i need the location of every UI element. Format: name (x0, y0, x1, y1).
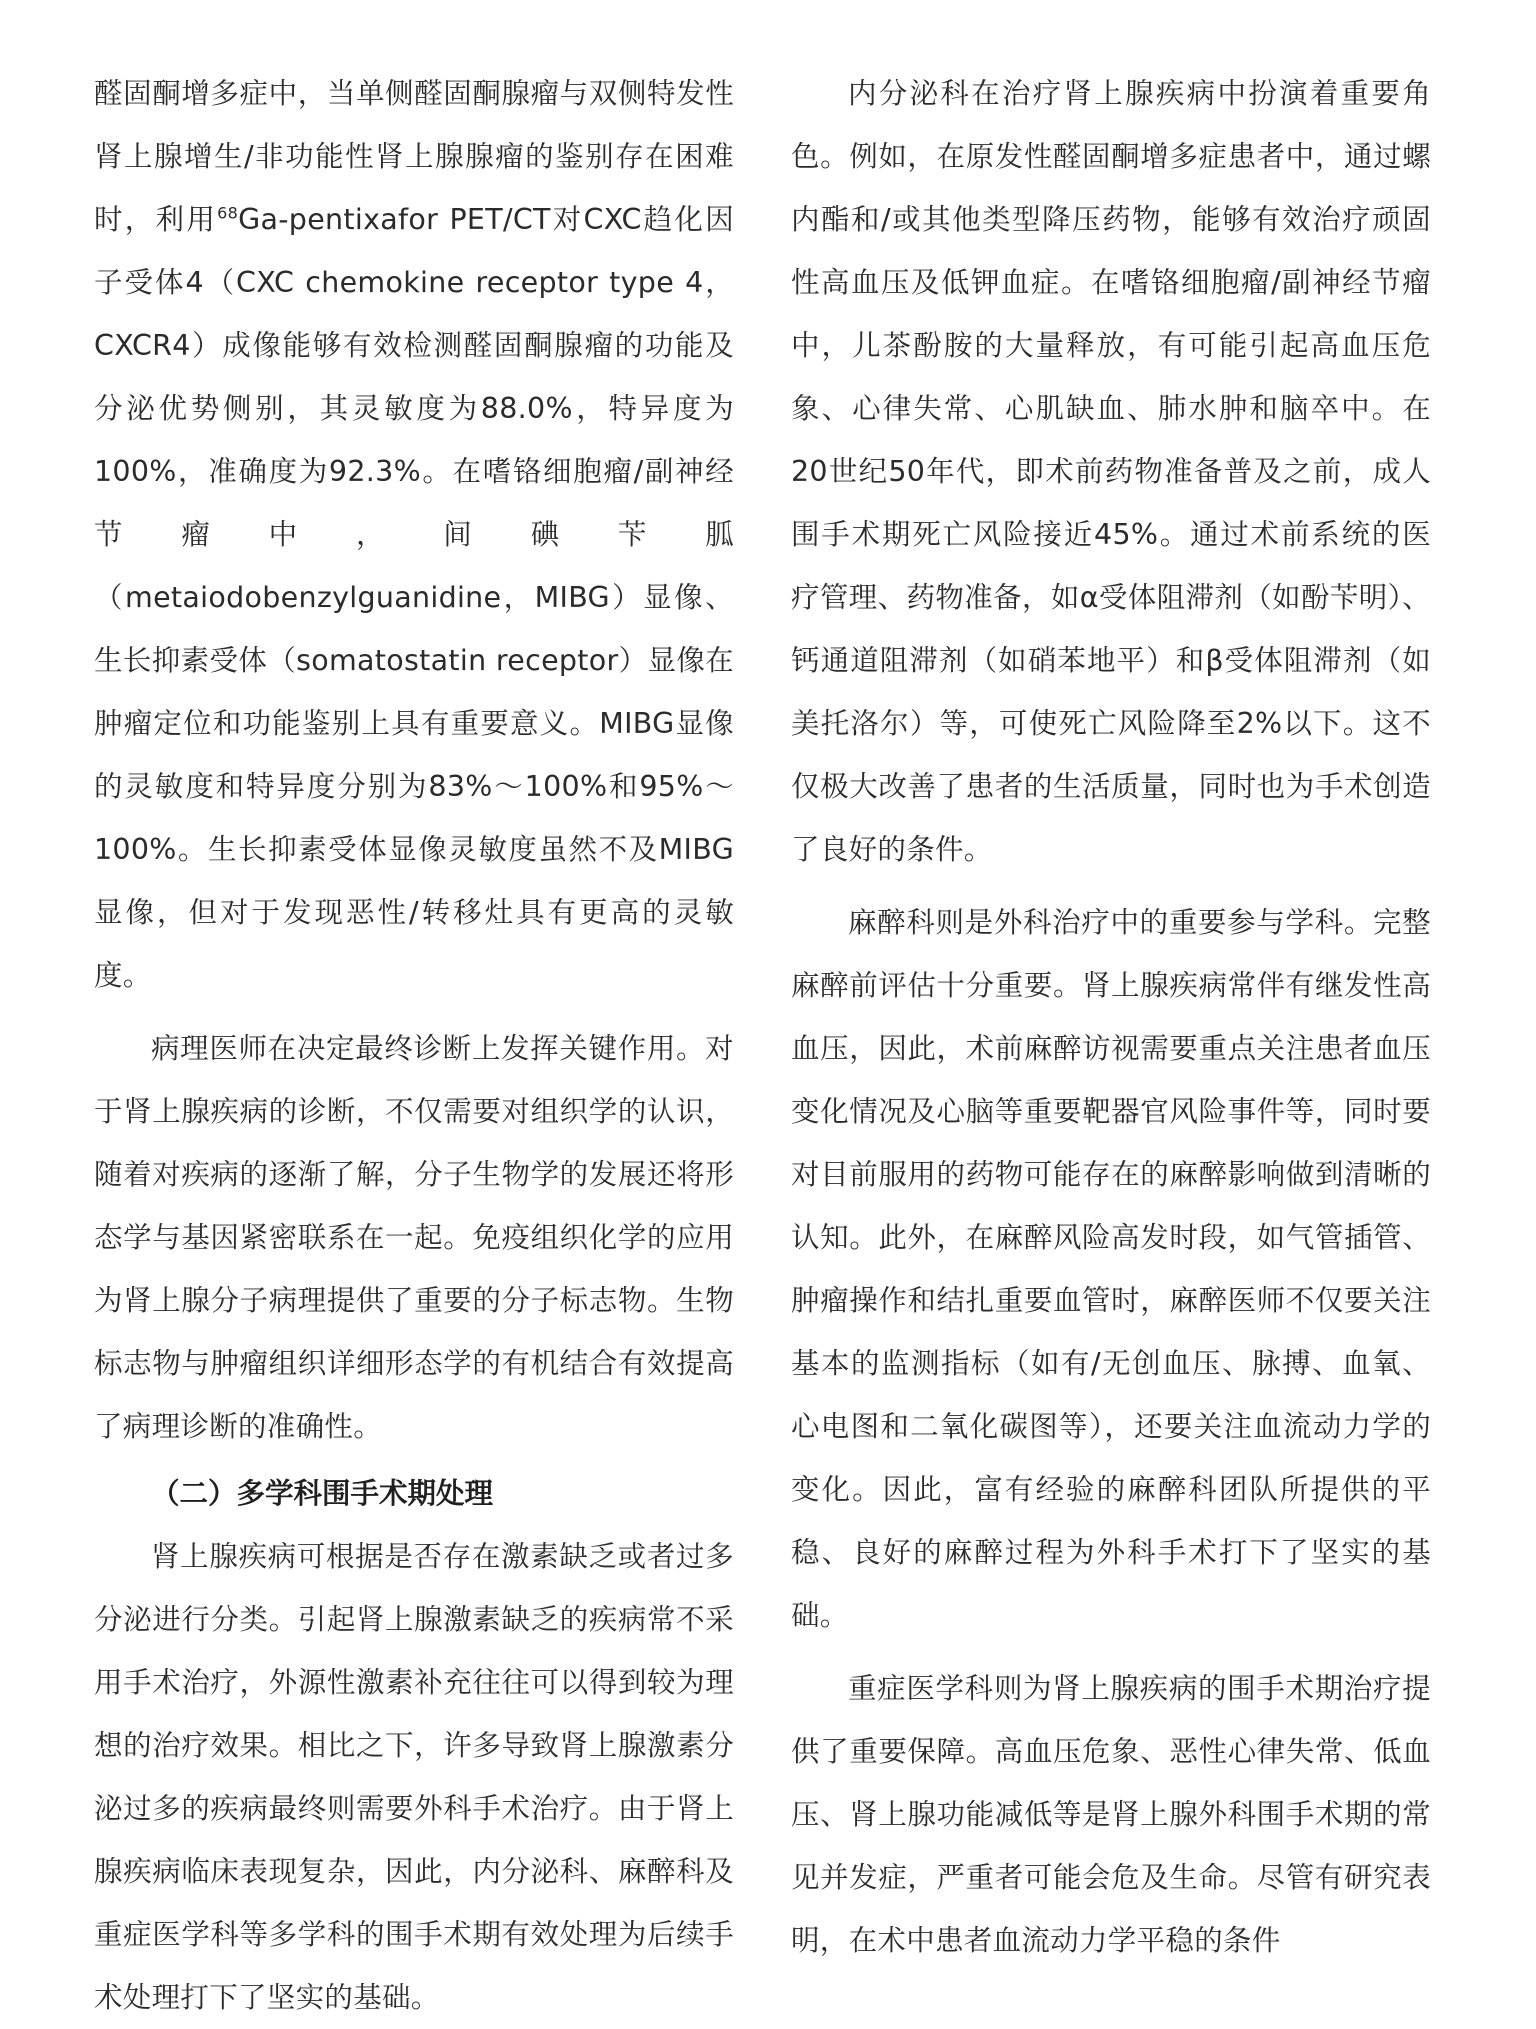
paragraph-pathology: 病理医师在决定最终诊断上发挥关键作用。对于肾上腺疾病的诊断，不仅需要对组织学的认识，随着对疾病的逐渐了解，分子生物学的发展还将形态学与基因紧密联系在一起。免疫组织化学的应用为肾上腺分子病理提供了重要的分子标志物。生物标志物与肿瘤组织详细形态学的有机结合有效提高了病理诊断的准确性。 (94, 1032, 734, 1443)
section-heading: （二）多学科围手术期处理 (151, 1477, 494, 1510)
left-column (94, 62, 734, 2029)
paragraph-endocrinology: 内分泌科在治疗肾上腺疾病中扮演着重要角色。例如，在原发性醛固酮增多症患者中，通过螺内酯和/或其他类型降压药物，能够有效治疗顽固性高血压及低钾血症。在嗜铬细胞瘤/副神经节瘤中，儿茶酚胺的大量释放，有可能引起高血压危象、心律失常、心肌缺血、肺水肿和脑卒中。在20世纪50年代，即术前药物准备普及之前，成人围手术期死亡风险接近45%。通过术前系统的医疗管理、药物准备，如α受体阻滞剂（如酚苄明）、钙通道阻滞剂（如硝苯地平）和β受体阻滞剂（如美托洛尔）等，可使死亡风险降至2%以下。这不仅极大改善了患者的生活质量，同时也为手术创造了良好的条件。 (791, 77, 1431, 866)
right-column (791, 62, 1431, 1972)
paragraph-critical-care: 重症医学科则为肾上腺疾病的围手术期治疗提供了重要保障。高血压危象、恶性心律失常、低血压、肾上腺功能减低等是肾上腺外科围手术期的常见并发症，严重者可能会危及生命。尽管有研究表明，在术中患者血流动力学平稳的条件 (791, 1672, 1431, 1957)
paragraph-imaging-diagnosis (94, 62, 734, 1007)
paragraph-multidisciplinary: 肾上腺疾病可根据是否存在激素缺乏或者过多分泌进行分类。引起肾上腺激素缺乏的疾病常不采用手术治疗，外源性激素补充往往可以得到较为理想的治疗效果。相比之下，许多导致肾上腺激素分泌过多的疾病最终则需要外科手术治疗。由于肾上腺疾病临床表现复杂，因此，内分泌科、麻醉科及重症医学科等多学科的围手术期有效处理为后续手术处理打下了坚实的基础。 (94, 1540, 734, 2014)
paragraph-anesthesiology: 麻醉科则是外科治疗中的重要参与学科。完整麻醉前评估十分重要。肾上腺疾病常伴有继发性高血压，因此，术前麻醉访视需要重点关注患者血压变化情况及心脑等重要靶器官风险事件等，同时要对目前服用的药物可能存在的麻醉影响做到清晰的认知。此外，在麻醉风险高发时段，如气管插管、肿瘤操作和结扎重要血管时，麻醉医师不仅要关注基本的监测指标（如有/无创血压、脉搏、血氧、心电图和二氧化碳图等），还要关注血流动力学的变化。因此，富有经验的麻醉科团队所提供的平稳、良好的麻醉过程为外科手术打下了坚实的基础。 (791, 906, 1431, 1632)
paragraph-text-after-sup: Ga-pentixafor PET/CT对CXC趋化因子受体4（CXC chemokine receptor type 4，CXCR4）成像能够有效检测醛固酮腺瘤的功能及分泌优势侧别，其灵敏度为88.0%，特异度为100%，准确度为92.3%。在嗜铬细胞瘤/副神经节瘤中，间碘苄胍（metaiodobenzylguanidine，MIBG）显像、生长抑素受体（somatostatin receptor）显像在肿瘤定位和功能鉴别上具有重要意义。MIBG显像的灵敏度和特异度分别为83%～100%和95%～100%。生长抑素受体显像灵敏度虽然不及MIBG显像，但对于发现恶性/转移灶具有更高的灵敏度。 (94, 203, 734, 992)
paragraph-text-before-sup: 醛固酮增多症中，当单侧醛固酮腺瘤与双侧特发性肾上腺增生/非功能性肾上腺腺瘤的鉴别存在困难时，利用 (94, 77, 734, 236)
superscript-68: 68 (217, 203, 239, 223)
